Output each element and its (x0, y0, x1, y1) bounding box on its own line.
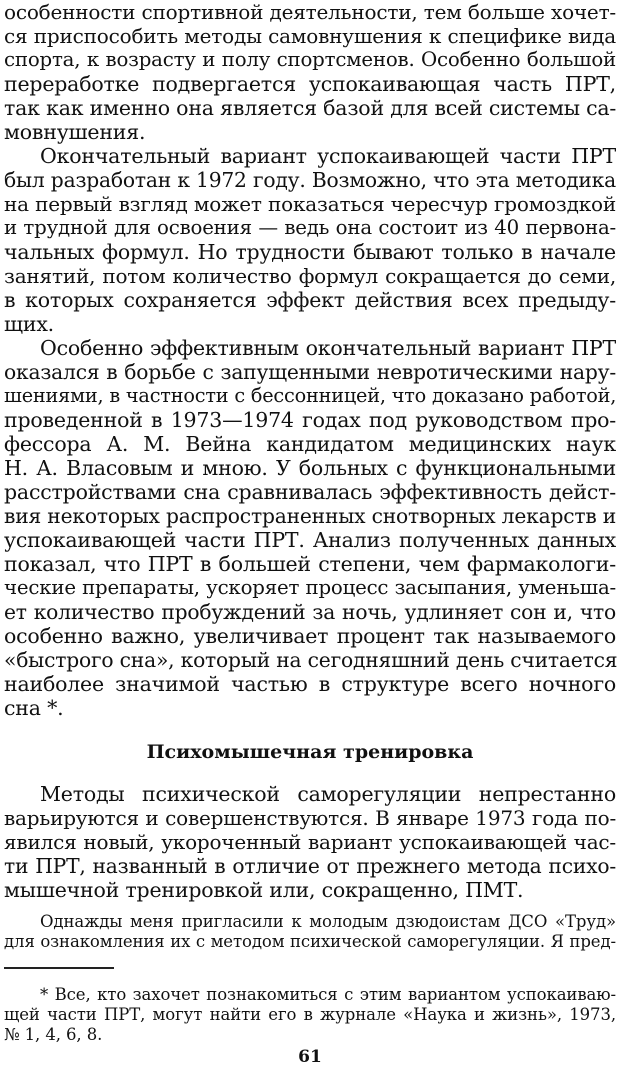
text-line: занятий, потом количество формул сокращается до семи, (4, 264, 616, 288)
text-line: шениями, в частности с бессонницей, что доказано работой, (4, 384, 617, 407)
text-line: ти ПРТ, названный в отличие от прежнего метода психо- (4, 854, 616, 878)
text-line: на первый взгляд может показаться чересчур громоздкой (4, 192, 616, 216)
text-line: ет количество пробуждений за ночь, удлиняет сон и, что (4, 600, 616, 624)
footnote-rule (4, 967, 114, 969)
text-line: был разработан к 1972 году. Возможно, что эта методика (4, 168, 616, 192)
text-line: особенности спортивной деятельности, тем больше хочет- (4, 0, 616, 24)
text-line: в которых сохраняется эффект действия всех предыду- (4, 288, 616, 312)
text-line: наиболее значимой частью в структуре всего ночного (4, 672, 616, 696)
text-line: ся приспособить методы самовнушения к специфике вида (4, 24, 616, 48)
text-line: Окончательный вариант успокаивающей части ПРТ (40, 144, 616, 168)
text-line: переработке подвергается успокаивающая часть ПРТ, (4, 72, 616, 96)
text-line: Методы психической саморегуляции непрестанно (40, 782, 616, 806)
text-line: оказался в борьбе с запущенными невротическими нару- (4, 360, 616, 384)
text-line: Н. А. Власовым и мною. У больных с функциональными (4, 456, 616, 480)
text-line: вия некоторых распространенных снотворных лекарств и (4, 504, 617, 528)
text-line: фессора А. М. Вейна кандидатом медицинских наук (4, 432, 616, 456)
text-line: ческие препараты, ускоряет процесс засыпания, уменьша- (4, 576, 616, 599)
text-line: для ознакомления их с методом психической саморегуляции. Я пред- (4, 932, 616, 951)
text-line: щих. (4, 312, 54, 336)
text-line: явился новый, укороченный вариант успокаивающей час- (4, 830, 616, 854)
page-number: 61 (298, 1047, 322, 1067)
text-line: показал, что ПРТ в большей степени, чем фармакологи- (4, 552, 616, 576)
text-line: * Все, кто захочет познакомиться с этим вариантом успокаиваю- (40, 985, 616, 1004)
text-line: Однажды меня пригласили к молодым дзюдоистам ДСО «Труд» (40, 912, 616, 931)
text-line: так как именно она является базой для всей системы са- (4, 96, 617, 120)
text-line: мовнушения. (4, 120, 146, 144)
text-line: спорта, к возрасту и полу спортсменов. Особенно большой (4, 48, 616, 71)
text-line: успокаивающей части ПРТ. Анализ полученных данных (4, 528, 616, 552)
text-line: и трудной для освоения — ведь она состоит из 40 первона- (4, 216, 616, 239)
text-line: «быстрого сна», который на сегодняшний день считается (4, 648, 618, 672)
text-line: мышечной тренировкой или, сокращенно, ПМТ. (4, 878, 524, 902)
text-line: № 1, 4, 6, 8. (4, 1025, 103, 1044)
text-line: Особенно эффективным окончательный вариант ПРТ (40, 336, 616, 360)
text-line: чальных формул. Но трудности бывают только в начале (4, 240, 616, 264)
text-line: проведенной в 1973—1974 годах под руководством про- (4, 408, 616, 432)
text-line: особенно важно, увеличивает процент так называемого (4, 624, 616, 648)
section-heading: Психомышечная тренировка (146, 741, 474, 763)
text-line: расстройствами сна сравнивалась эффективность дейст- (4, 480, 616, 504)
text-line: сна *. (4, 696, 64, 720)
text-line: варьируются и совершенствуются. В январе 1973 года по- (4, 806, 616, 830)
text-line: щей части ПРТ, могут найти его в журнале «Наука и жизнь», 1973, (4, 1005, 616, 1024)
